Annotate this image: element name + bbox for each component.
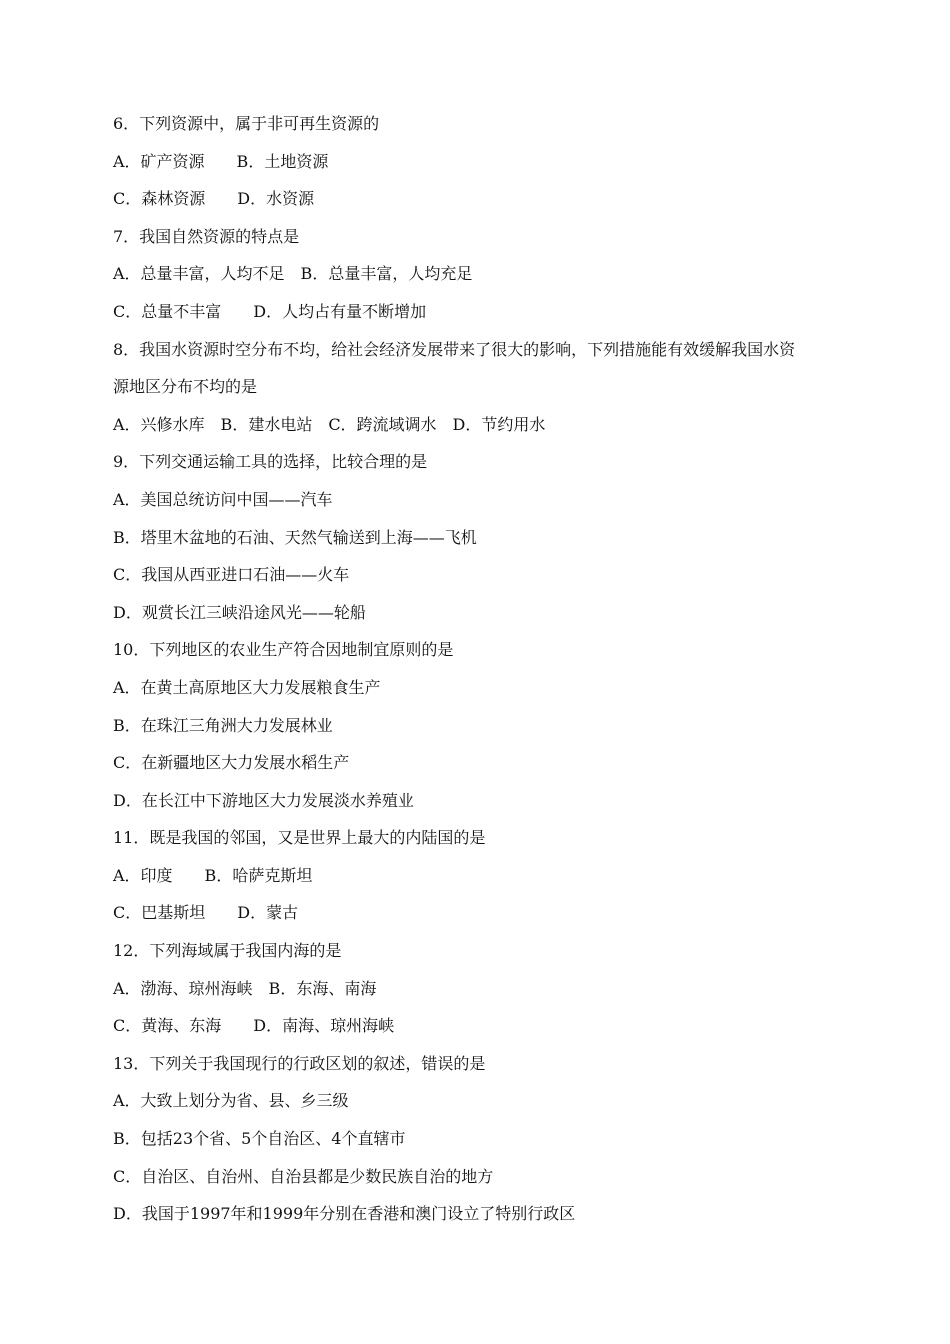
question-7-options-cd: C．总量不丰富 D．人均占有量不断增加 [113, 301, 427, 321]
question-11-options-ab: A．印度 B．哈萨克斯坦 [113, 865, 313, 885]
question-7-options-ab: A．总量丰富，人均不足 B．总量丰富，人均充足 [113, 264, 473, 284]
question-13-stem: 13．下列关于我国现行的行政区划的叙述，错误的是 [113, 1053, 486, 1073]
question-13-option-d: D．我国于1997年和1999年分别在香港和澳门设立了特别行政区 [113, 1204, 576, 1224]
question-10-option-a: A．在黄土高原地区大力发展粮食生产 [113, 677, 381, 697]
question-11-stem: 11．既是我国的邻国，又是世界上最大的内陆国的是 [113, 828, 486, 848]
question-13-option-b: B．包括23个省、5个自治区、4个直辖市 [113, 1129, 406, 1149]
question-10-option-b: B．在珠江三角洲大力发展林业 [113, 715, 333, 735]
question-10-option-c: C．在新疆地区大力发展水稻生产 [113, 753, 350, 773]
question-6-options-cd: C．森林资源 D．水资源 [113, 189, 315, 209]
question-9-option-d: D．观赏长江三峡沿途风光——轮船 [113, 602, 366, 622]
question-9-option-c: C．我国从西亚进口石油——火车 [113, 565, 350, 585]
question-9-option-b: B．塔里木盆地的石油、天然气输送到上海——飞机 [113, 527, 477, 547]
question-7-stem: 7．我国自然资源的特点是 [113, 226, 300, 246]
question-13-option-a: A．大致上划分为省、县、乡三级 [113, 1091, 349, 1111]
question-8-stem-line-2: 源地区分布不均的是 [113, 377, 258, 397]
question-6-stem: 6．下列资源中，属于非可再生资源的 [113, 114, 380, 133]
question-6-options-ab: A．矿产资源 B．土地资源 [113, 151, 329, 171]
question-8-stem-line-1: 8．我国水资源时空分布不均，给社会经济发展带来了很大的影响，下列措施能有效缓解我国水资 [113, 339, 796, 359]
question-9-stem: 9．下列交通运输工具的选择，比较合理的是 [113, 452, 428, 472]
question-10-stem: 10．下列地区的农业生产符合因地制宜原则的是 [113, 640, 454, 660]
question-12-options-ab: A．渤海、琼州海峡 B．东海、南海 [113, 978, 377, 998]
question-12-stem: 12．下列海域属于我国内海的是 [113, 941, 342, 961]
question-12-options-cd: C．黄海、东海 D．南海、琼州海峡 [113, 1016, 395, 1036]
question-8-options: A．兴修水库 B．建水电站 C．跨流域调水 D．节约用水 [113, 414, 546, 434]
question-9-option-a: A．美国总统访问中国——汽车 [113, 489, 333, 509]
question-13-option-c: C．自治区、自治州、自治县都是少数民族自治的地方 [113, 1166, 494, 1186]
document-page [113, 114, 853, 1242]
question-10-option-d: D．在长江中下游地区大力发展淡水养殖业 [113, 790, 414, 810]
question-11-options-cd: C．巴基斯坦 D．蒙古 [113, 903, 299, 923]
